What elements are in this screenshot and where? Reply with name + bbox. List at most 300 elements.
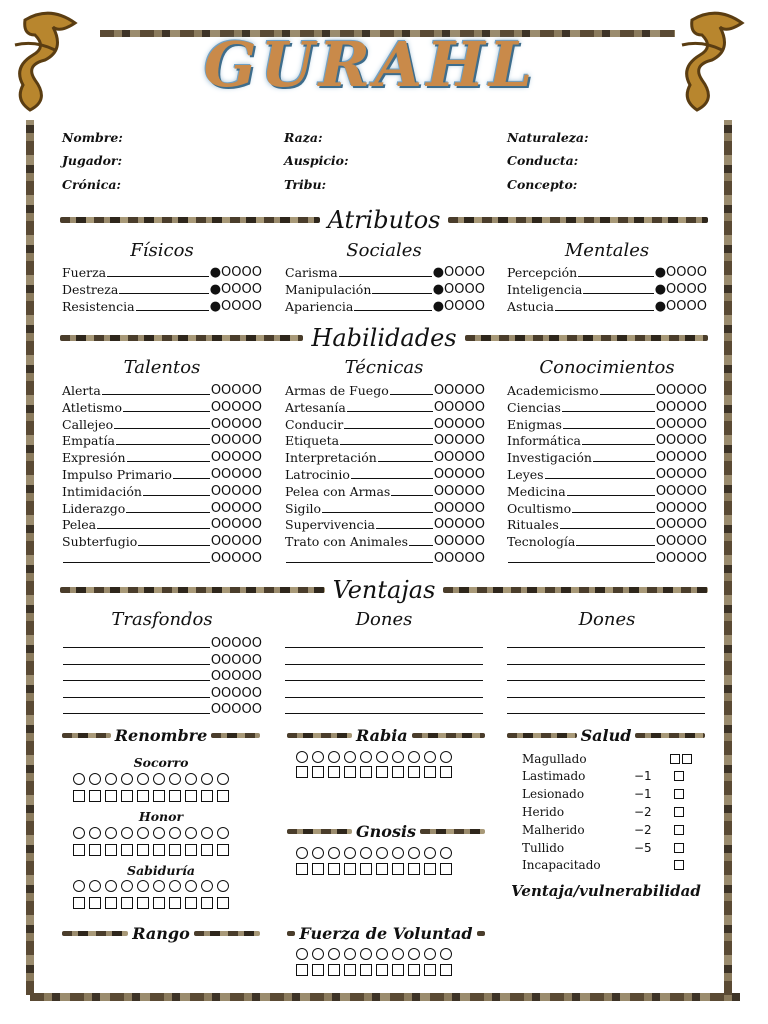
health-level-row[interactable]: [522, 786, 692, 803]
dot-circle-icon[interactable]: [424, 847, 436, 859]
skill-row-tecnicas[interactable]: [285, 381, 485, 398]
checkbox-square-icon[interactable]: [674, 860, 684, 870]
trait-line: [378, 461, 433, 462]
trait-line: [576, 545, 655, 546]
checkbox-square-icon[interactable]: [424, 863, 436, 875]
header-bar: [465, 335, 708, 341]
dot-circle-icon[interactable]: [312, 751, 324, 763]
skill-row-conocimientos[interactable]: [507, 549, 707, 566]
trait-line: [63, 680, 210, 681]
skill-row-talentos[interactable]: [62, 431, 262, 448]
dot-circle-icon[interactable]: [376, 847, 388, 859]
dot-circle-icon[interactable]: [121, 773, 133, 785]
header-bar: [60, 217, 320, 223]
dot-circle-icon[interactable]: [153, 773, 165, 785]
dot-circle-icon[interactable]: [328, 948, 340, 960]
trasfondo-row[interactable]: [62, 651, 262, 668]
checkbox-square-icon[interactable]: [328, 964, 340, 976]
trait-dots[interactable]: OOOOO: [210, 450, 262, 466]
dot-circle-icon[interactable]: [105, 773, 117, 785]
trait-dots[interactable]: OOOOO: [655, 433, 707, 449]
sabiduria-squares[interactable]: [73, 897, 229, 909]
skill-row-conocimientos[interactable]: [507, 499, 707, 516]
dot-circle-icon[interactable]: [185, 827, 197, 839]
info-cronica: Crónica:: [62, 177, 122, 192]
health-level-row[interactable]: [522, 803, 692, 820]
health-boxes[interactable]: [674, 789, 684, 799]
dot-circle-icon[interactable]: [392, 751, 404, 763]
dot-circle-icon[interactable]: [376, 948, 388, 960]
renombre-header: [62, 724, 260, 746]
checkbox-square-icon[interactable]: [376, 766, 388, 778]
checkbox-square-icon[interactable]: [73, 790, 85, 802]
trait-dots[interactable]: OOOOO: [210, 433, 262, 449]
dot-circle-icon[interactable]: [408, 948, 420, 960]
skill-row-conocimientos[interactable]: [507, 532, 707, 549]
checkbox-square-icon[interactable]: [360, 766, 372, 778]
dot-circle-icon[interactable]: [185, 880, 197, 892]
checkbox-square-icon[interactable]: [185, 790, 197, 802]
trait-dots[interactable]: ●OOOO: [432, 299, 485, 314]
trait-label: Subterfugio: [62, 534, 138, 550]
checkbox-square-icon[interactable]: [153, 844, 165, 856]
dot-circle-icon[interactable]: [296, 948, 308, 960]
skill-row-tecnicas[interactable]: [285, 549, 485, 566]
attr-row-sociales[interactable]: [285, 280, 485, 297]
trait-dots[interactable]: OOOOO: [210, 652, 262, 668]
health-level-row[interactable]: [522, 857, 692, 874]
attr-row-mentales[interactable]: [507, 297, 707, 314]
checkbox-square-icon[interactable]: [360, 863, 372, 875]
checkbox-square-icon[interactable]: [137, 897, 149, 909]
dot-circle-icon[interactable]: [360, 751, 372, 763]
dones-line[interactable]: [507, 713, 705, 714]
trasfondo-row[interactable]: [62, 667, 262, 684]
skill-row-tecnicas[interactable]: [285, 465, 485, 482]
checkbox-square-icon[interactable]: [344, 766, 356, 778]
dot-circle-icon[interactable]: [105, 827, 117, 839]
dones-line[interactable]: [507, 647, 705, 648]
dot-circle-icon[interactable]: [217, 880, 229, 892]
checkbox-square-icon[interactable]: [185, 844, 197, 856]
trait-line: [593, 461, 655, 462]
dot-circle-icon[interactable]: [312, 948, 324, 960]
health-boxes[interactable]: [674, 807, 684, 817]
dot-circle-icon[interactable]: [440, 751, 452, 763]
skill-row-tecnicas[interactable]: [285, 415, 485, 432]
trait-dots[interactable]: OOOOO: [433, 517, 485, 533]
attr-row-sociales[interactable]: [285, 297, 485, 314]
skill-row-talentos[interactable]: [62, 549, 262, 566]
checkbox-square-icon[interactable]: [217, 897, 229, 909]
health-level-row[interactable]: [522, 750, 692, 767]
checkbox-square-icon[interactable]: [392, 964, 404, 976]
corner-ornament-right-icon: [672, 5, 762, 115]
dones-line[interactable]: [285, 647, 483, 648]
skill-row-tecnicas[interactable]: [285, 398, 485, 415]
checkbox-square-icon[interactable]: [674, 789, 684, 799]
checkbox-square-icon[interactable]: [89, 790, 101, 802]
dot-circle-icon[interactable]: [121, 827, 133, 839]
checkbox-square-icon[interactable]: [682, 754, 692, 764]
health-level-row[interactable]: [522, 768, 692, 785]
trait-line: [372, 293, 431, 294]
trait-label: Pelea con Armas: [285, 483, 391, 499]
dot-circle-icon[interactable]: [201, 773, 213, 785]
dot-circle-icon[interactable]: [408, 751, 420, 763]
trait-dots[interactable]: OOOOO: [210, 685, 262, 701]
checkbox-square-icon[interactable]: [670, 754, 680, 764]
checkbox-square-icon[interactable]: [408, 964, 420, 976]
trait-label: Latrocinio: [285, 467, 350, 482]
checkbox-square-icon[interactable]: [408, 863, 420, 875]
habilidades-title: Habilidades: [311, 324, 457, 352]
voluntad-circles[interactable]: [296, 948, 452, 960]
health-level-row[interactable]: [522, 821, 692, 838]
skill-row-talentos[interactable]: [62, 465, 262, 482]
dot-circle-icon[interactable]: [73, 880, 85, 892]
voluntad-header: [287, 922, 485, 944]
header-bar: [635, 733, 705, 738]
checkbox-square-icon[interactable]: [169, 844, 181, 856]
trait-dots[interactable]: OOOOO: [433, 500, 485, 516]
checkbox-square-icon[interactable]: [201, 790, 213, 802]
trait-dots[interactable]: OOOOO: [433, 383, 485, 398]
checkbox-square-icon[interactable]: [674, 807, 684, 817]
trait-label: Apariencia: [285, 299, 354, 314]
trait-dots[interactable]: OOOOO: [210, 416, 262, 432]
dot-circle-icon[interactable]: [424, 751, 436, 763]
trait-dots[interactable]: OOOOO: [655, 551, 707, 566]
checkbox-square-icon[interactable]: [121, 844, 133, 856]
checkbox-square-icon[interactable]: [392, 766, 404, 778]
dones-line[interactable]: [285, 713, 483, 714]
trait-dots[interactable]: ●OOOO: [432, 265, 485, 280]
rabia-squares[interactable]: [296, 766, 452, 778]
checkbox-square-icon[interactable]: [328, 766, 340, 778]
dot-circle-icon[interactable]: [137, 880, 149, 892]
gnosis-squares[interactable]: [296, 863, 452, 875]
gurahl-logo: [195, 4, 545, 124]
checkbox-square-icon[interactable]: [440, 964, 452, 976]
dot-circle-icon[interactable]: [105, 880, 117, 892]
checkbox-square-icon[interactable]: [376, 863, 388, 875]
dot-circle-icon[interactable]: [201, 827, 213, 839]
checkbox-square-icon[interactable]: [89, 897, 101, 909]
checkbox-square-icon[interactable]: [137, 790, 149, 802]
dot-circle-icon[interactable]: [217, 773, 229, 785]
skill-row-conocimientos[interactable]: [507, 431, 707, 448]
trait-dots[interactable]: OOOOO: [433, 534, 485, 550]
trait-dots[interactable]: OOOOO: [433, 483, 485, 499]
dot-circle-icon[interactable]: [121, 880, 133, 892]
trait-dots[interactable]: OOOOO: [433, 551, 485, 566]
honor-circles[interactable]: [73, 827, 229, 839]
attr-row-fisicos[interactable]: [62, 297, 262, 314]
skill-row-tecnicas[interactable]: [285, 499, 485, 516]
attr-row-sociales[interactable]: [285, 263, 485, 280]
trait-dots[interactable]: ●OOOO: [654, 265, 707, 280]
header-bar: [62, 733, 111, 738]
dot-circle-icon[interactable]: [328, 847, 340, 859]
trait-dots[interactable]: OOOOO: [210, 483, 262, 499]
dot-circle-icon[interactable]: [344, 751, 356, 763]
checkbox-square-icon[interactable]: [121, 790, 133, 802]
dot-circle-icon[interactable]: [296, 847, 308, 859]
skill-row-tecnicas[interactable]: [285, 431, 485, 448]
dones-line[interactable]: [507, 664, 705, 665]
dot-circle-icon[interactable]: [73, 827, 85, 839]
checkbox-square-icon[interactable]: [217, 844, 229, 856]
checkbox-square-icon[interactable]: [440, 863, 452, 875]
trait-dots[interactable]: OOOOO: [433, 416, 485, 432]
skill-row-conocimientos[interactable]: [507, 448, 707, 465]
checkbox-square-icon[interactable]: [73, 844, 85, 856]
checkbox-square-icon[interactable]: [105, 897, 117, 909]
checkbox-square-icon[interactable]: [440, 766, 452, 778]
dot-circle-icon[interactable]: [137, 827, 149, 839]
dot-circle-icon[interactable]: [440, 948, 452, 960]
trait-dots[interactable]: OOOOO: [210, 702, 262, 718]
dot-circle-icon[interactable]: [153, 880, 165, 892]
health-penalty: −1: [634, 787, 652, 802]
skill-row-conocimientos[interactable]: [507, 398, 707, 415]
dot-circle-icon[interactable]: [344, 948, 356, 960]
trait-dots[interactable]: OOOOO: [210, 636, 262, 651]
attr-row-fisicos[interactable]: [62, 263, 262, 280]
voluntad-squares[interactable]: [296, 964, 452, 976]
checkbox-square-icon[interactable]: [424, 766, 436, 778]
checkbox-square-icon[interactable]: [392, 863, 404, 875]
info-raza: Raza:: [284, 130, 323, 145]
dot-circle-icon[interactable]: [440, 847, 452, 859]
trait-label: Callejeo: [62, 416, 114, 432]
trait-dots[interactable]: OOOOO: [655, 467, 707, 482]
checkbox-square-icon[interactable]: [674, 825, 684, 835]
checkbox-square-icon[interactable]: [344, 863, 356, 875]
dot-circle-icon[interactable]: [89, 773, 101, 785]
rabia-circles[interactable]: [296, 751, 452, 763]
trait-dots[interactable]: OOOOO: [210, 517, 262, 533]
checkbox-square-icon[interactable]: [201, 844, 213, 856]
dot-circle-icon[interactable]: [217, 827, 229, 839]
checkbox-square-icon[interactable]: [360, 964, 372, 976]
info-tribu: Tribu:: [284, 177, 327, 192]
dot-circle-icon[interactable]: [89, 880, 101, 892]
checkbox-square-icon[interactable]: [296, 766, 308, 778]
checkbox-square-icon[interactable]: [408, 766, 420, 778]
checkbox-square-icon[interactable]: [201, 897, 213, 909]
skill-row-tecnicas[interactable]: [285, 515, 485, 532]
trait-dots[interactable]: ●OOOO: [209, 265, 262, 280]
trait-dots[interactable]: OOOOO: [655, 416, 707, 432]
dones-line[interactable]: [507, 697, 705, 698]
trait-dots[interactable]: ●OOOO: [432, 282, 485, 297]
skill-row-talentos[interactable]: [62, 515, 262, 532]
health-boxes[interactable]: [670, 754, 692, 764]
skill-row-talentos[interactable]: [62, 532, 262, 549]
gnosis-circles[interactable]: [296, 847, 452, 859]
checkbox-square-icon[interactable]: [217, 790, 229, 802]
skill-row-tecnicas[interactable]: [285, 448, 485, 465]
checkbox-square-icon[interactable]: [169, 790, 181, 802]
trait-dots[interactable]: OOOOO: [655, 483, 707, 499]
trait-dots[interactable]: OOOOO: [210, 467, 262, 482]
dones-line[interactable]: [285, 680, 483, 681]
trait-label: Conducir: [285, 416, 344, 432]
trasfondo-row[interactable]: [62, 700, 262, 717]
health-boxes[interactable]: [674, 860, 684, 870]
checkbox-square-icon[interactable]: [89, 844, 101, 856]
checkbox-square-icon[interactable]: [105, 844, 117, 856]
trait-line: [347, 411, 433, 412]
trait-line: [376, 528, 433, 529]
trait-dots[interactable]: OOOOO: [655, 383, 707, 398]
checkbox-square-icon[interactable]: [328, 863, 340, 875]
dot-circle-icon[interactable]: [424, 948, 436, 960]
checkbox-square-icon[interactable]: [105, 790, 117, 802]
health-boxes[interactable]: [674, 825, 684, 835]
trasfondo-row[interactable]: [62, 684, 262, 701]
trait-dots[interactable]: OOOOO: [210, 669, 262, 685]
trait-label: Expresión: [62, 450, 126, 466]
trait-dots[interactable]: OOOOO: [210, 383, 262, 398]
skill-row-talentos[interactable]: [62, 499, 262, 516]
skill-row-tecnicas[interactable]: [285, 532, 485, 549]
trait-dots[interactable]: OOOOO: [433, 433, 485, 449]
checkbox-square-icon[interactable]: [674, 771, 684, 781]
dot-circle-icon[interactable]: [408, 847, 420, 859]
health-boxes[interactable]: [674, 771, 684, 781]
checkbox-square-icon[interactable]: [185, 897, 197, 909]
trait-dots[interactable]: ●OOOO: [654, 299, 707, 314]
trait-dots[interactable]: OOOOO: [210, 399, 262, 415]
skill-row-conocimientos[interactable]: [507, 515, 707, 532]
checkbox-square-icon[interactable]: [153, 897, 165, 909]
trait-dots[interactable]: ●OOOO: [654, 282, 707, 297]
trait-dots[interactable]: ●OOOO: [209, 299, 262, 314]
trait-line: [97, 528, 210, 529]
skill-row-talentos[interactable]: [62, 482, 262, 499]
skill-row-talentos[interactable]: [62, 415, 262, 432]
trait-label: Inteligencia: [507, 282, 583, 297]
checkbox-square-icon[interactable]: [424, 964, 436, 976]
checkbox-square-icon[interactable]: [376, 964, 388, 976]
header-bar: [60, 335, 303, 341]
trait-dots[interactable]: OOOOO: [655, 500, 707, 516]
trait-dots[interactable]: OOOOO: [433, 399, 485, 415]
trait-line: [582, 444, 655, 445]
attr-row-mentales[interactable]: [507, 280, 707, 297]
dot-circle-icon[interactable]: [73, 773, 85, 785]
header-bar: [507, 733, 577, 738]
skill-row-conocimientos[interactable]: [507, 381, 707, 398]
dones-line[interactable]: [507, 680, 705, 681]
dot-circle-icon[interactable]: [392, 948, 404, 960]
socorro-circles[interactable]: [73, 773, 229, 785]
dones-line[interactable]: [285, 697, 483, 698]
dot-circle-icon[interactable]: [169, 827, 181, 839]
dones-line[interactable]: [285, 664, 483, 665]
dot-circle-icon[interactable]: [185, 773, 197, 785]
dot-circle-icon[interactable]: [360, 847, 372, 859]
attr-row-fisicos[interactable]: [62, 280, 262, 297]
sabiduria-circles[interactable]: [73, 880, 229, 892]
health-level-row[interactable]: [522, 839, 692, 856]
checkbox-square-icon[interactable]: [296, 964, 308, 976]
dot-circle-icon[interactable]: [376, 751, 388, 763]
skill-row-conocimientos[interactable]: [507, 482, 707, 499]
checkbox-square-icon[interactable]: [312, 964, 324, 976]
dot-circle-icon[interactable]: [169, 880, 181, 892]
dot-circle-icon[interactable]: [201, 880, 213, 892]
health-penalty: −1: [634, 769, 652, 784]
trait-label: Academicismo: [507, 383, 599, 398]
trait-dots[interactable]: OOOOO: [210, 551, 262, 566]
checkbox-square-icon[interactable]: [73, 897, 85, 909]
checkbox-square-icon[interactable]: [153, 790, 165, 802]
logo-text: GURAHL: [203, 27, 537, 101]
dot-circle-icon[interactable]: [153, 827, 165, 839]
trait-dots[interactable]: OOOOO: [655, 450, 707, 466]
trasfondo-row[interactable]: [62, 634, 262, 651]
honor-squares[interactable]: [73, 844, 229, 856]
trait-dots[interactable]: OOOOO: [655, 399, 707, 415]
skill-row-conocimientos[interactable]: [507, 415, 707, 432]
checkbox-square-icon[interactable]: [312, 766, 324, 778]
dot-circle-icon[interactable]: [89, 827, 101, 839]
trait-dots[interactable]: OOOOO: [433, 467, 485, 482]
checkbox-square-icon[interactable]: [344, 964, 356, 976]
skill-row-talentos[interactable]: [62, 381, 262, 398]
skill-row-conocimientos[interactable]: [507, 465, 707, 482]
skill-row-talentos[interactable]: [62, 398, 262, 415]
skill-row-tecnicas[interactable]: [285, 482, 485, 499]
checkbox-square-icon[interactable]: [312, 863, 324, 875]
trait-label: Sigilo: [285, 500, 322, 516]
trait-line: [286, 562, 433, 563]
trait-dots[interactable]: OOOOO: [655, 534, 707, 550]
trait-dots[interactable]: OOOOO: [210, 500, 262, 516]
trait-label: Armas de Fuego: [285, 383, 389, 398]
dot-circle-icon[interactable]: [344, 847, 356, 859]
checkbox-square-icon[interactable]: [674, 843, 684, 853]
dot-circle-icon[interactable]: [392, 847, 404, 859]
checkbox-square-icon[interactable]: [169, 897, 181, 909]
health-boxes[interactable]: [674, 843, 684, 853]
dot-circle-icon[interactable]: [312, 847, 324, 859]
checkbox-square-icon[interactable]: [137, 844, 149, 856]
dot-circle-icon[interactable]: [296, 751, 308, 763]
checkbox-square-icon[interactable]: [121, 897, 133, 909]
trait-label: Ciencias: [507, 399, 561, 415]
checkbox-square-icon[interactable]: [296, 863, 308, 875]
trait-dots[interactable]: OOOOO: [433, 450, 485, 466]
trait-dots[interactable]: OOOOO: [210, 534, 262, 550]
trait-line: [127, 461, 210, 462]
dot-circle-icon[interactable]: [169, 773, 181, 785]
attr-row-mentales[interactable]: [507, 263, 707, 280]
trait-line: [136, 310, 209, 311]
trait-dots[interactable]: ●OOOO: [209, 282, 262, 297]
skill-row-talentos[interactable]: [62, 448, 262, 465]
dot-circle-icon[interactable]: [328, 751, 340, 763]
header-bar: [211, 733, 260, 738]
socorro-squares[interactable]: [73, 790, 229, 802]
dot-circle-icon[interactable]: [137, 773, 149, 785]
dot-circle-icon[interactable]: [360, 948, 372, 960]
trait-dots[interactable]: OOOOO: [655, 517, 707, 533]
